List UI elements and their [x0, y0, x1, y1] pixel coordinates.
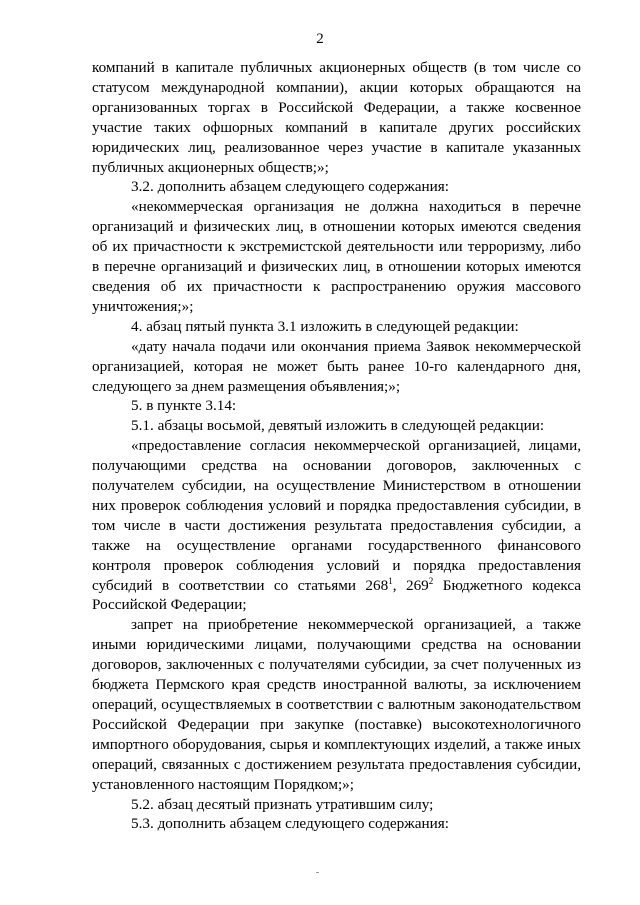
- paragraph-11: 5.3. дополнить абзацем следующего содержания:: [131, 815, 449, 833]
- document-body: [92, 58, 581, 834]
- paragraph-5: «дату начала подачи или окончания приема Заявок некоммерческой организацией, которая не может быть ранее 10-го календарного дня, следующего за днем размещения объявления;»;: [92, 337, 581, 395]
- paragraph-3: «некоммерческая организация не должна находиться в перечне организаций и физических лиц, в отношении которых имеются сведения об их причастности к экстремистской деятельности или терроризму, либо в перечне организаций и физических лиц, в отношении которых имеются сведения об их причастности к распространению оружия массового уничтожения;»;: [92, 198, 581, 315]
- paragraph-7: 5.1. абзацы восьмой, девятый изложить в следующей редакции:: [131, 417, 545, 435]
- paragraph-10: 5.2. абзац десятый признать утратившим силу;: [131, 795, 434, 813]
- paragraph-8: [92, 436, 581, 615]
- scan-artifact: [316, 872, 319, 873]
- superscript-1: 1: [388, 575, 393, 586]
- paragraph-1: компаний в капитале публичных акционерных обществ (в том числе со статусом международной компании), акции которых обращаются на организованных торгах в Российской Федерации, а также косвенное участие таких офшорных компаний в капитале других российских юридических лиц, реализованное через участие в капитале указанных публичных акционерных обществ;»;: [92, 59, 581, 176]
- superscript-2: 2: [428, 575, 434, 586]
- paragraph-8-text-c: Бюджетного кодекса Российской Федерации;: [92, 576, 581, 614]
- page-number: 2: [316, 31, 324, 47]
- paragraph-6: 5. в пункте 3.14:: [131, 397, 237, 415]
- paragraph-4: 4. абзац пятый пункта 3.1 изложить в следующей редакции:: [131, 317, 519, 335]
- paragraph-2: 3.2. дополнить абзацем следующего содержания:: [131, 178, 449, 196]
- paragraph-9: запрет на приобретение некоммерческой организацией, а также иными юридическими лицами, получающими средства на основании договоров, заключенных с получателями субсидии, за счет полученных из бюджета Пермского края средств иностранной валюты, за исключением операций, осуществляемых в соответствии с валютным законодательством Российской Федерации при закупке (поставке) высокотехнологичного импортного оборудования, сырья и комплектующих изделий, а также иных операций, связанных с достижением результата предоставления субсидии, установленного настоящим Порядком;»;: [92, 616, 581, 793]
- paragraph-8-text-a: «предоставление согласия некоммерческой организацией, лицами, получающими средства на основании договоров, заключенных с получателем субсидии, на осуществление Министерством в отношении них проверок соблюдения условий и порядка предоставления субсидии, в том числе в части достижения результата предоставления субсидии, а также на осуществление органами государственного финансового контроля проверок соблюдения условий и порядка предоставления субсидий в соответствии со статьями 268: [92, 437, 581, 594]
- paragraph-8-text-b: , 269: [392, 576, 429, 594]
